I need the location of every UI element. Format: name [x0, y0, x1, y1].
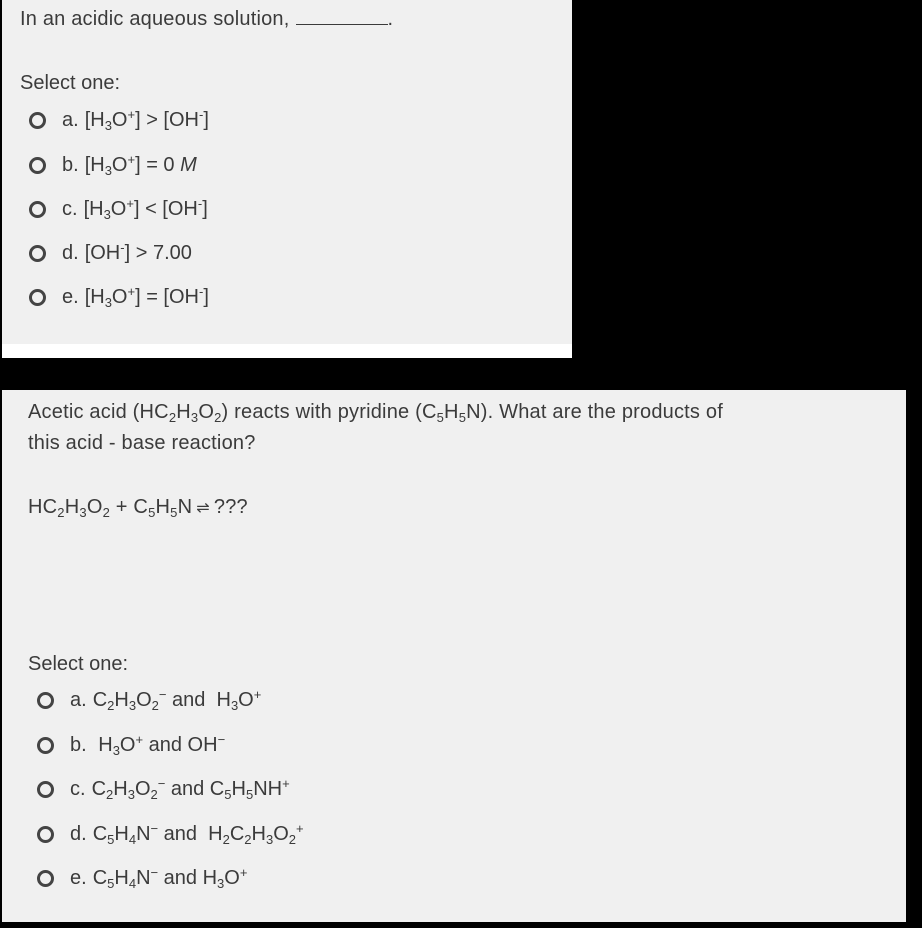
equilibrium-arrow-icon: ⇌ [196, 500, 210, 517]
radio-icon[interactable] [29, 289, 46, 306]
q1-option-a-text: $[H_3O^+] > [OH^-]$ [84, 106, 209, 133]
radio-icon[interactable] [37, 692, 54, 709]
q2-option-e-text: $C_5H_4N^-$ and $H_3O^+$ [92, 864, 248, 891]
question-2-prompt: Acetic acid $(HC_2H_3O_2)$ reacts with pyridine $(C_5H_5N)$. What are the products of this acid - base reaction? [28, 401, 723, 454]
question-1-prompt: In an acidic aqueous solution, . [20, 8, 394, 30]
radio-icon[interactable] [37, 781, 54, 798]
answer-blank [296, 8, 388, 25]
q2-option-c-text: $C_2H_3O_2^-$ and $C_5H_5NH^+$ [91, 775, 290, 802]
radio-icon[interactable] [29, 157, 46, 174]
radio-icon[interactable] [37, 870, 54, 887]
q1-option-e[interactable]: e. $[H_3O^+] = [OH^-]$ [29, 282, 209, 312]
radio-icon[interactable] [29, 201, 46, 218]
q1-option-c[interactable]: c. $[H_3O^+] < [OH^-]$ [29, 194, 208, 224]
q2-option-a-text: $C_2H_3O_2^-$ and $H_3O^+$ [92, 686, 262, 713]
question-1-panel [2, 0, 572, 344]
panel-divider [2, 344, 572, 358]
radio-icon[interactable] [37, 737, 54, 754]
q2-option-c[interactable]: c. $C_2H_3O_2^-$ and $C_5H_5NH^+$ [37, 774, 290, 804]
q1-option-b-text: $[H_3O^+] = 0$ M [84, 151, 197, 178]
q2-option-d-text: $C_5H_4N^-$ and $H_2C_2H_3O_2^+$ [92, 820, 304, 847]
question-1-select-label: Select one: [20, 72, 121, 94]
q2-option-e[interactable]: e. $C_5H_4N^-$ and $H_3O^+$ [37, 863, 247, 893]
radio-icon[interactable] [37, 826, 54, 843]
question-2-equation: $HC_2H_3O_2 + C_5H_5N$ ⇌ ??? [28, 492, 248, 524]
q1-option-c-text: $[H_3O^+] < [OH^-]$ [83, 195, 208, 222]
q1-option-e-text: $[H_3O^+] = [OH^-]$ [84, 283, 209, 310]
q1-option-a[interactable]: a. $[H_3O^+] > [OH^-]$ [29, 105, 209, 135]
q2-option-b-text: $H_3O^+$ and OH− [92, 731, 226, 758]
q1-option-b[interactable]: b. $[H_3O^+] = 0$ M [29, 150, 197, 180]
question-2-select-label: Select one: [28, 653, 129, 675]
radio-icon[interactable] [29, 245, 46, 262]
q2-option-b[interactable]: b. $H_3O^+$ and OH− [37, 730, 225, 760]
q1-option-d[interactable]: d. [OH-] > 7.00 [29, 238, 192, 268]
q2-option-a[interactable]: a. $C_2H_3O_2^-$ and $H_3O^+$ [37, 685, 261, 715]
q2-option-d[interactable]: d. $C_5H_4N^-$ and $H_2C_2H_3O_2^+$ [37, 819, 304, 849]
radio-icon[interactable] [29, 112, 46, 129]
q1-option-d-text: [OH-] > 7.00 [84, 239, 192, 264]
question-2-panel [2, 390, 906, 922]
